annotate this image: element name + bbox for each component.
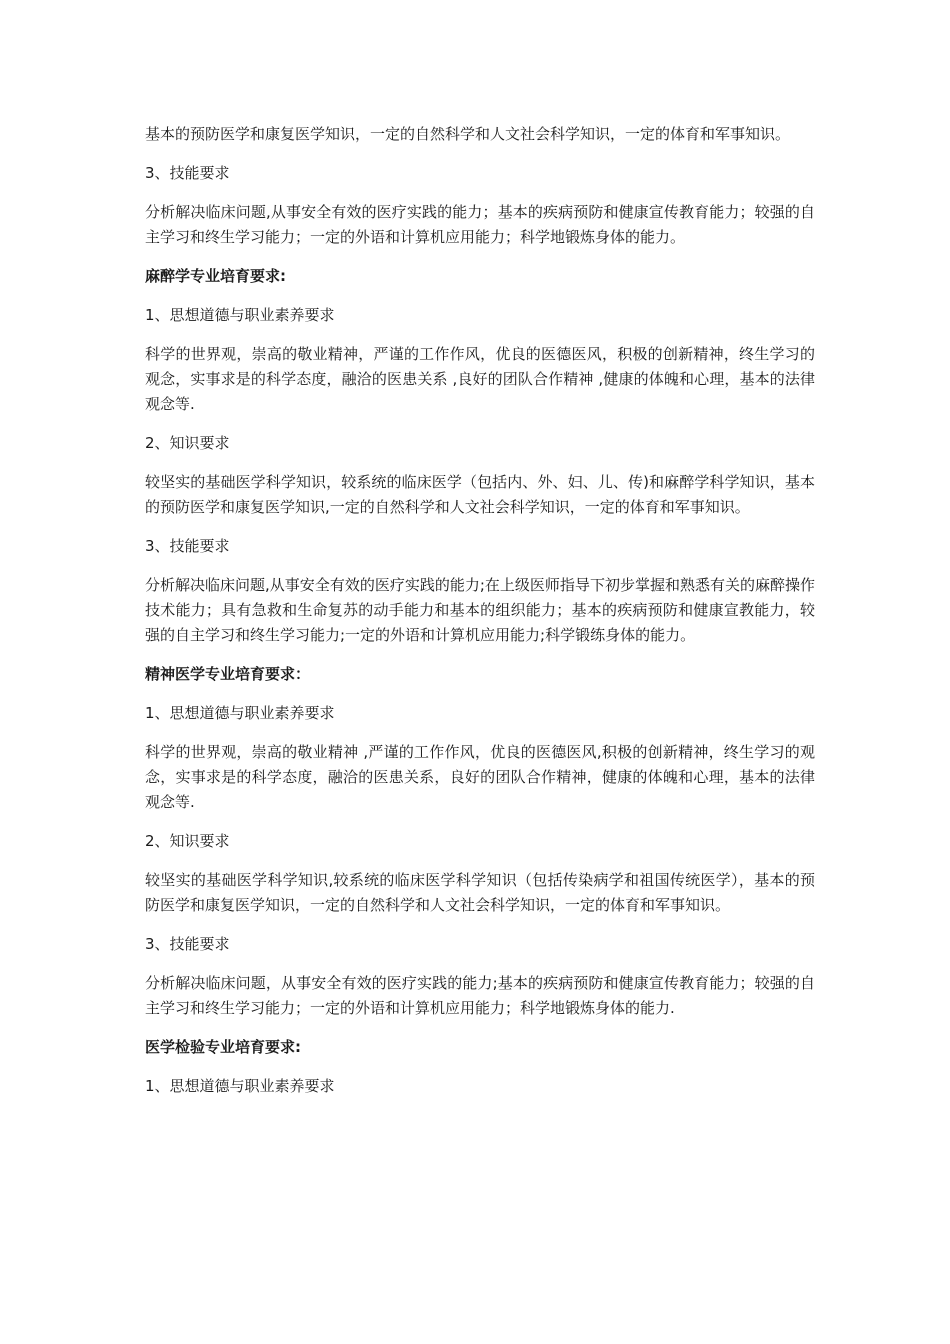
paragraph: 科学的世界观，崇高的敬业精神 ,严谨的工作作风，优良的医德医风,积极的创新精神，终生学习的观念，实事求是的科学态度，融洽的医患关系，良好的团队合作精神，健康的体魄和心理，基本的法律观念等. [145, 743, 815, 811]
subheading: 2、知识要求 [145, 832, 230, 850]
paragraph: 基本的预防医学和康复医学知识，一定的自然科学和人文社会科学知识，一定的体育和军事知识。 [145, 125, 791, 143]
paragraph: 分析解决临床问题,从事安全有效的医疗实践的能力；基本的疾病预防和健康宣传教育能力；较强的自主学习和终生学习能力；一定的外语和计算机应用能力；科学地锻炼身体的能力。 [145, 203, 815, 246]
section-heading: 麻醉学专业培育要求: [145, 267, 286, 285]
subheading: 2、知识要求 [145, 434, 230, 452]
document-page [145, 122, 815, 1113]
subheading: 3、技能要求 [145, 164, 230, 182]
paragraph: 科学的世界观，崇高的敬业精神，严谨的工作作风，优良的医德医风，积极的创新精神，终生学习的观念，实事求是的科学态度，融洽的医患关系 ,良好的团队合作精神 ,健康的体魄和心理，基本的法律观念等. [145, 345, 815, 413]
paragraph: 较坚实的基础医学科学知识，较系统的临床医学（包括内、外、妇、儿、传)和麻醉学科学知识，基本的预防医学和康复医学知识,一定的自然科学和人文社会科学知识，一定的体育和军事知识。 [145, 473, 815, 516]
paragraph: 分析解决临床问题,从事安全有效的医疗实践的能力;在上级医师指导下初步掌握和熟悉有关的麻醉操作技术能力；具有急救和生命复苏的动手能力和基本的组织能力；基本的疾病预防和健康宣教能力，较强的自主学习和终生学习能力;一定的外语和计算机应用能力;科学锻练身体的能力。 [145, 576, 815, 644]
section-heading: 精神医学专业培育要求： [145, 665, 311, 683]
subheading: 3、技能要求 [145, 935, 230, 953]
subheading: 1、思想道德与职业素养要求 [145, 306, 335, 324]
section-heading: 医学检验专业培育要求: [145, 1038, 301, 1056]
paragraph: 分析解决临床问题，从事安全有效的医疗实践的能力;基本的疾病预防和健康宣传教育能力；较强的自主学习和终生学习能力；一定的外语和计算机应用能力；科学地锻炼身体的能力. [145, 974, 815, 1017]
paragraph: 较坚实的基础医学科学知识,较系统的临床医学科学知识（包括传染病学和祖国传统医学），基本的预防医学和康复医学知识，一定的自然科学和人文社会科学知识，一定的体育和军事知识。 [145, 871, 815, 914]
subheading: 1、思想道德与职业素养要求 [145, 1077, 335, 1095]
subheading: 1、思想道德与职业素养要求 [145, 704, 335, 722]
subheading: 3、技能要求 [145, 537, 230, 555]
